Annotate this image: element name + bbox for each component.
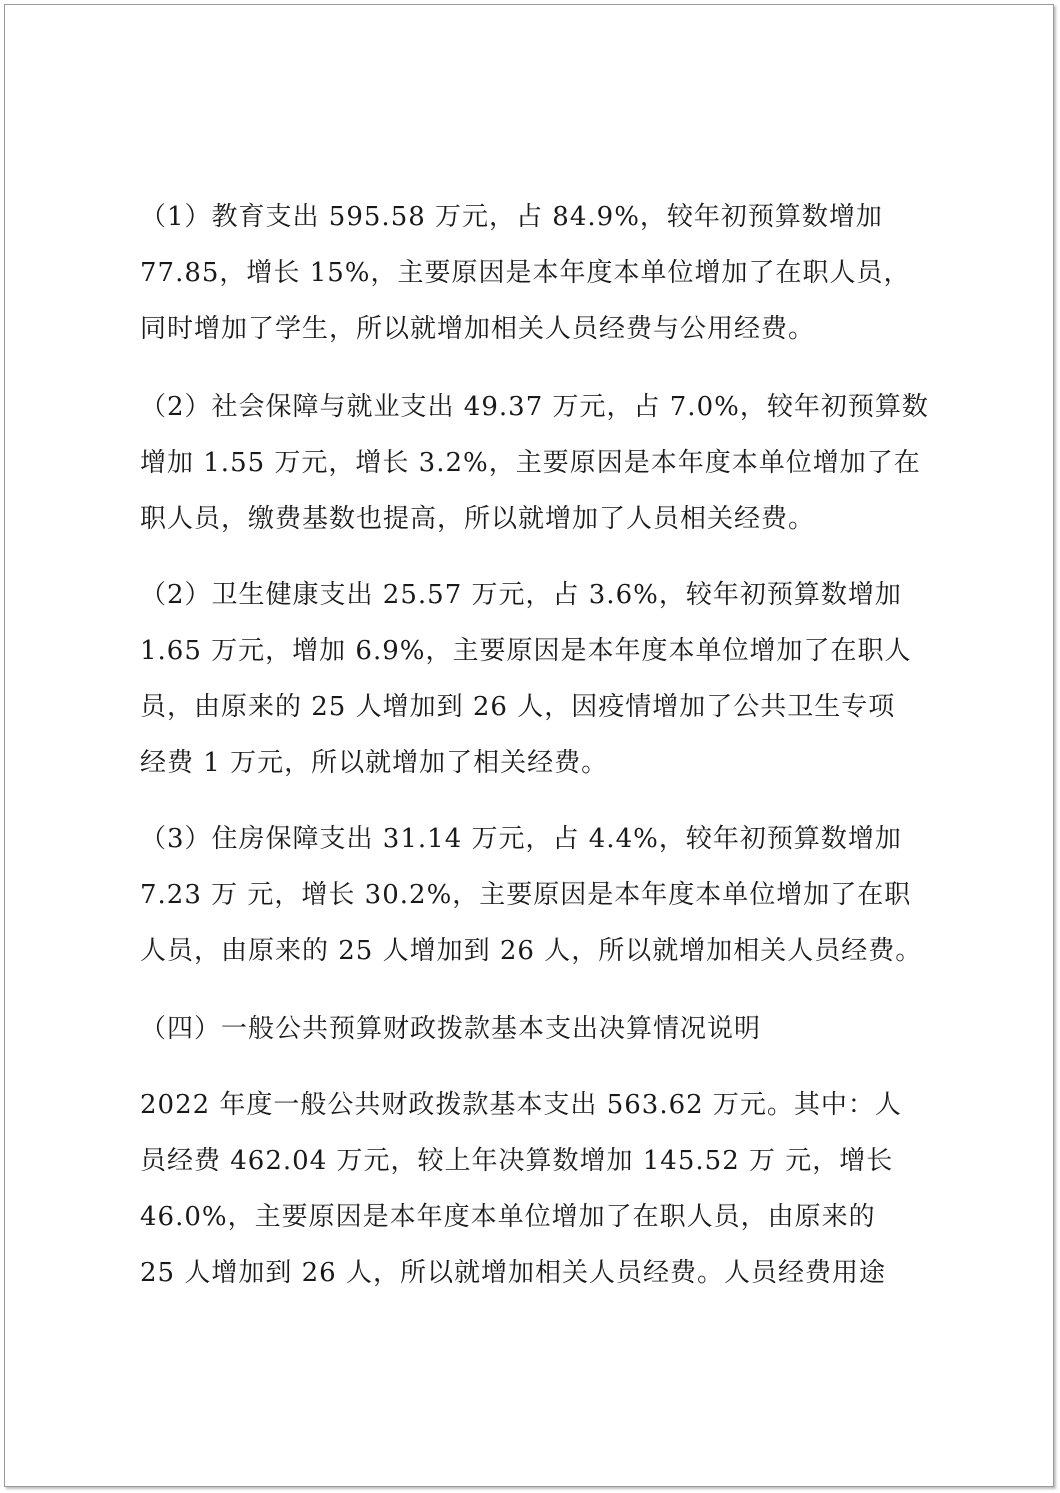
paragraph-1-line-2: 77.85，增长 15%，主要原因是本年度本单位增加了在职人员， xyxy=(140,258,911,288)
paragraph-4-line-2: 7.23 万 元，增长 30.2%，主要原因是本年度本单位增加了在职 xyxy=(140,880,912,910)
paragraph-5-line-3: 46.0%，主要原因是本年度本单位增加了在职人员，由原来的 xyxy=(140,1202,876,1232)
paragraph-5-line-1: 2022 年度一般公共财政拨款基本支出 563.62 万元。其中：人 xyxy=(140,1090,902,1120)
paragraph-5-line-2: 员经费 462.04 万元，较上年决算数增加 145.52 万 元，增长 xyxy=(140,1146,894,1176)
paragraph-1-line-1: （1）教育支出 595.58 万元，占 84.9%，较年初预算数增加 xyxy=(140,202,883,232)
paragraph-4-line-1: （3）住房保障支出 31.14 万元，占 4.4%，较年初预算数增加 xyxy=(140,824,902,854)
paragraph-3-line-2: 1.65 万元，增加 6.9%，主要原因是本年度本单位增加了在职人 xyxy=(140,636,912,666)
paragraph-3-line-3: 员，由原来的 25 人增加到 26 人，因疫情增加了公共卫生专项 xyxy=(140,692,896,722)
paragraph-2-line-3: 职人员，缴费基数也提高，所以就增加了人员相关经费。 xyxy=(140,504,816,534)
section-heading: （四）一般公共预算财政拨款基本支出决算情况说明 xyxy=(140,1014,762,1044)
paragraph-3-line-1: （2）卫生健康支出 25.57 万元，占 3.6%，较年初预算数增加 xyxy=(140,580,902,610)
paragraph-1-line-3: 同时增加了学生，所以就增加相关人员经费与公用经费。 xyxy=(140,314,816,344)
paragraph-5-line-4: 25 人增加到 26 人，所以就增加相关人员经费。人员经费用途 xyxy=(140,1258,886,1288)
paragraph-3-line-4: 经费 1 万元，所以就增加了相关经费。 xyxy=(140,748,609,778)
paragraph-2-line-2: 增加 1.55 万元，增长 3.2%，主要原因是本年度本单位增加了在 xyxy=(140,448,921,478)
paragraph-4-line-3: 人员，由原来的 25 人增加到 26 人，所以就增加相关人员经费。 xyxy=(140,936,923,966)
paragraph-2-line-1: （2）社会保障与就业支出 49.37 万元，占 7.0%，较年初预算数 xyxy=(140,392,929,422)
